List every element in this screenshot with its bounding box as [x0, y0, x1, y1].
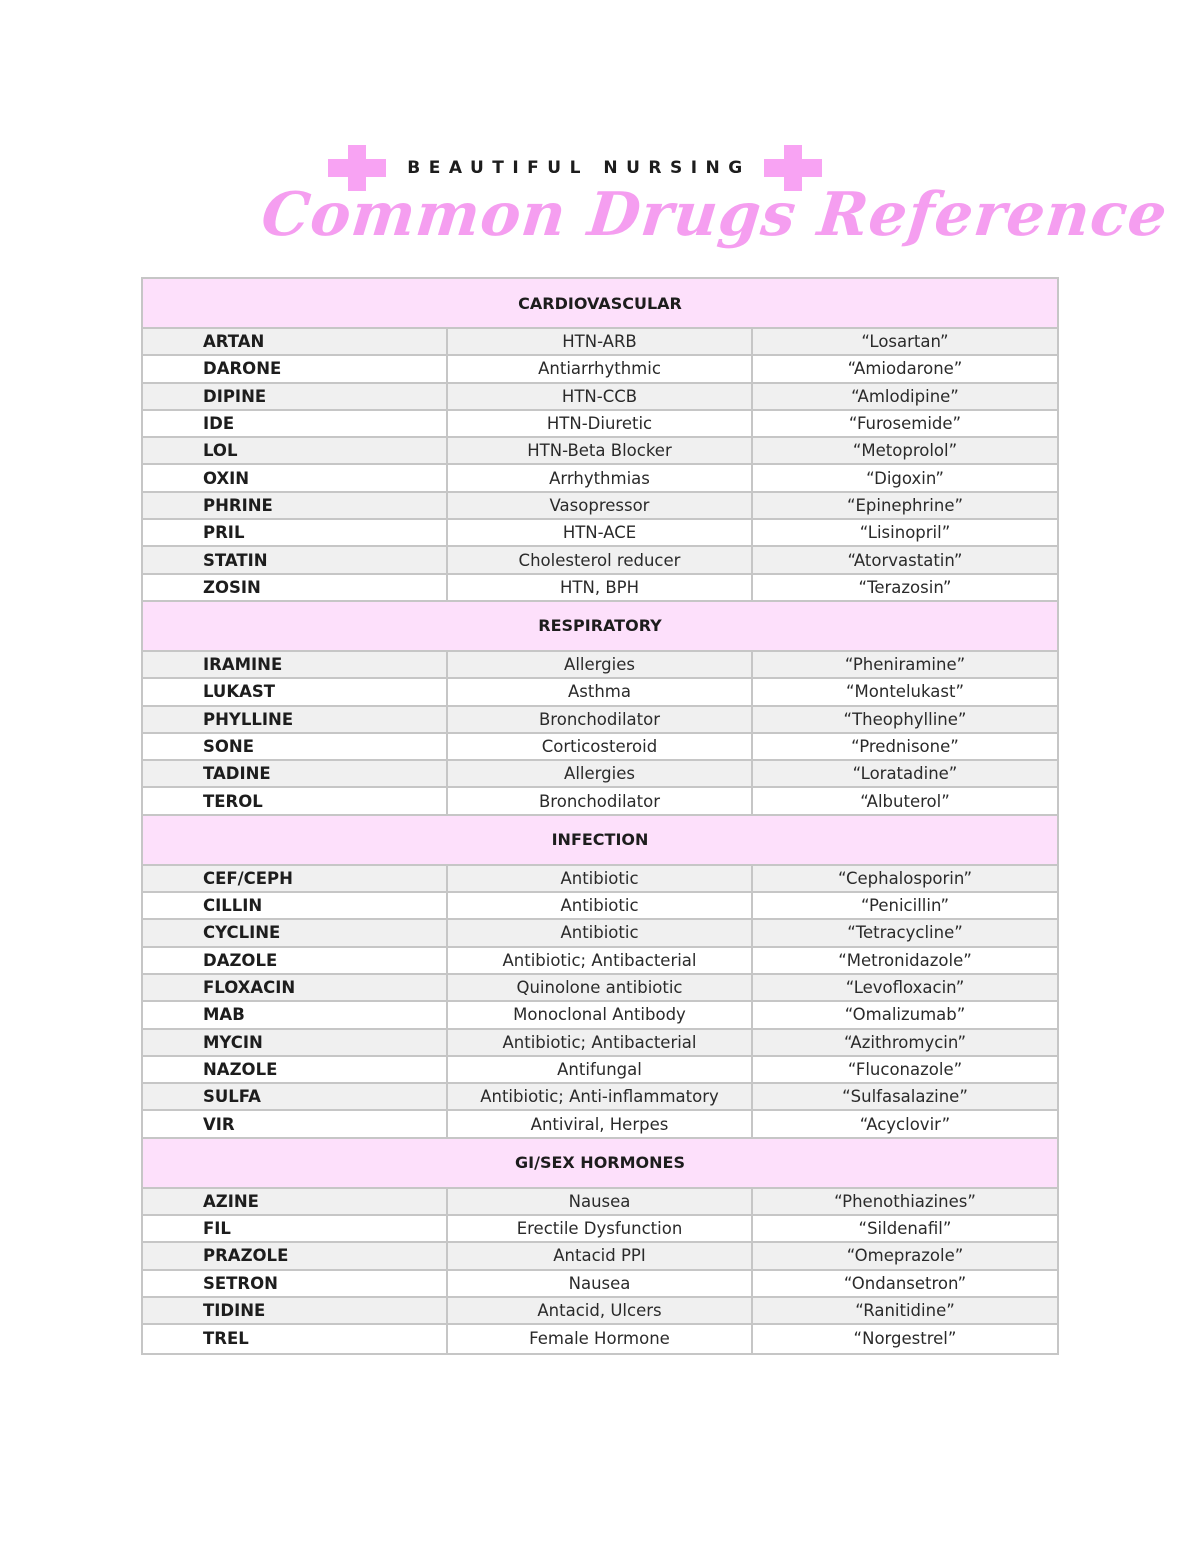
drug-class: Antibiotic	[448, 920, 753, 945]
drug-class: Antibiotic; Antibacterial	[448, 1030, 753, 1055]
drug-example: “Ranitidine”	[855, 1301, 955, 1321]
drug-class: Bronchodilator	[448, 788, 753, 813]
table-row	[143, 1271, 1057, 1298]
drug-example: “Epinephrine”	[846, 495, 964, 515]
table-row	[143, 411, 1057, 438]
drug-example: “Phenothiazines”	[834, 1191, 976, 1211]
drug-example: “Amiodarone”	[847, 359, 963, 379]
drug-class: Nausea	[448, 1189, 753, 1214]
drug-suffix: VIR	[143, 1111, 448, 1136]
drug-example: “Omalizumab”	[844, 1005, 966, 1025]
drug-example: “Furosemide”	[848, 414, 962, 434]
table-row	[143, 575, 1057, 602]
drug-suffix: SONE	[143, 734, 448, 759]
drug-example: “Sildenafil”	[858, 1219, 952, 1239]
drug-class: Antacid, Ulcers	[448, 1298, 753, 1323]
table-row	[143, 438, 1057, 465]
drug-suffix: ARTAN	[143, 329, 448, 354]
table-row	[143, 1111, 1057, 1138]
drug-suffix: TADINE	[143, 761, 448, 786]
drug-class: Nausea	[448, 1271, 753, 1296]
drug-suffix: OXIN	[143, 465, 448, 490]
table-row	[143, 1298, 1057, 1325]
drug-class: Asthma	[448, 679, 753, 704]
drug-suffix: DIPINE	[143, 384, 448, 409]
table-row	[143, 547, 1057, 574]
drug-example: “Albuterol”	[860, 791, 950, 811]
drug-class: Arrhythmias	[448, 465, 753, 490]
drug-class: HTN-Diuretic	[448, 411, 753, 436]
drug-suffix: IRAMINE	[143, 652, 448, 677]
table-row	[143, 465, 1057, 492]
drug-class: Antiarrhythmic	[448, 356, 753, 381]
drug-suffix: PHYLLINE	[143, 707, 448, 732]
table-row	[143, 734, 1057, 761]
drug-example: “Fluconazole”	[847, 1059, 963, 1079]
drug-suffix: DARONE	[143, 356, 448, 381]
section-header: GI/SEX HORMONES	[143, 1139, 1057, 1189]
drug-class: Antibiotic	[448, 893, 753, 918]
section-rows	[143, 1189, 1057, 1353]
drug-suffix: TIDINE	[143, 1298, 448, 1323]
drug-example: “Metoprolol”	[852, 441, 958, 461]
table-row	[143, 1057, 1057, 1084]
drug-class: Monoclonal Antibody	[448, 1002, 753, 1027]
drug-class: Female Hormone	[448, 1325, 753, 1352]
table-row	[143, 1189, 1057, 1216]
page-header	[0, 0, 1200, 275]
section-header: RESPIRATORY	[143, 602, 1057, 652]
drug-class: Antibiotic	[448, 866, 753, 891]
drug-suffix: ZOSIN	[143, 575, 448, 600]
table-row	[143, 520, 1057, 547]
drug-suffix: LOL	[143, 438, 448, 463]
table-row	[143, 1084, 1057, 1111]
table-row	[143, 1216, 1057, 1243]
table-row	[143, 866, 1057, 893]
section-rows	[143, 866, 1057, 1139]
drug-class: HTN-ACE	[448, 520, 753, 545]
drug-example: “Cephalosporin”	[838, 868, 972, 888]
drug-suffix: STATIN	[143, 547, 448, 572]
drug-suffix: FLOXACIN	[143, 975, 448, 1000]
table-row	[143, 679, 1057, 706]
drug-suffix: NAZOLE	[143, 1057, 448, 1082]
drug-suffix: PRIL	[143, 520, 448, 545]
table-row	[143, 356, 1057, 383]
section-header: CARDIOVASCULAR	[143, 279, 1057, 329]
drug-example: “Pheniramine”	[844, 655, 966, 675]
table-row	[143, 329, 1057, 356]
drug-class: Antibiotic; Anti-inflammatory	[448, 1084, 753, 1109]
drug-example: “Metronidazole”	[838, 950, 972, 970]
drug-class: Bronchodilator	[448, 707, 753, 732]
drug-example: “Amlodipine”	[851, 386, 959, 406]
drug-example: “Norgestrel”	[853, 1329, 957, 1349]
drug-example: “Penicillin”	[860, 896, 950, 916]
table-row	[143, 652, 1057, 679]
drug-class: Quinolone antibiotic	[448, 975, 753, 1000]
drug-class: Antifungal	[448, 1057, 753, 1082]
drug-example: “Atorvastatin”	[847, 550, 963, 570]
table-row	[143, 920, 1057, 947]
drug-reference-table	[141, 277, 1059, 1355]
table-row	[143, 1030, 1057, 1057]
table-row	[143, 1002, 1057, 1029]
drug-suffix: FIL	[143, 1216, 448, 1241]
drug-class: Allergies	[448, 652, 753, 677]
drug-suffix: DAZOLE	[143, 948, 448, 973]
table-row	[143, 948, 1057, 975]
drug-example: “Levofloxacin”	[845, 978, 965, 998]
drug-suffix: LUKAST	[143, 679, 448, 704]
page-title: Common Drugs Reference	[258, 180, 1171, 250]
drug-class: Antiviral, Herpes	[448, 1111, 753, 1136]
table-row	[143, 1325, 1057, 1352]
drug-example: “Losartan”	[861, 332, 949, 352]
drug-suffix: PRAZOLE	[143, 1243, 448, 1268]
drug-suffix: AZINE	[143, 1189, 448, 1214]
drug-example: “Tetracycline”	[847, 923, 963, 943]
drug-class: Antibiotic; Antibacterial	[448, 948, 753, 973]
drug-class: HTN-Beta Blocker	[448, 438, 753, 463]
drug-example: “Azithromycin”	[844, 1032, 966, 1052]
drug-class: HTN, BPH	[448, 575, 753, 600]
drug-example: “Omeprazole”	[846, 1246, 964, 1266]
drug-suffix: TEROL	[143, 788, 448, 813]
drug-example: “Digoxin”	[866, 468, 944, 488]
drug-example: “Ondansetron”	[843, 1273, 967, 1293]
drug-class: HTN-ARB	[448, 329, 753, 354]
drug-example: “Theophylline”	[843, 709, 967, 729]
section-rows	[143, 329, 1057, 602]
drug-suffix: SETRON	[143, 1271, 448, 1296]
drug-suffix: CYCLINE	[143, 920, 448, 945]
drug-example: “Sulfasalazine”	[842, 1087, 968, 1107]
drug-example: “Prednisone”	[851, 737, 959, 756]
drug-class: Antacid PPI	[448, 1243, 753, 1268]
table-row	[143, 384, 1057, 411]
drug-suffix: IDE	[143, 411, 448, 436]
drug-example: “Terazosin”	[858, 577, 952, 597]
drug-class: Allergies	[448, 761, 753, 786]
drug-suffix: CEF/CEPH	[143, 866, 448, 891]
table-row	[143, 893, 1057, 920]
drug-class: Cholesterol reducer	[448, 547, 753, 572]
table-row	[143, 1243, 1057, 1270]
brand-name: BEAUTIFUL NURSING	[407, 158, 751, 178]
drug-example: “Acyclovir”	[859, 1114, 951, 1134]
drug-suffix: SULFA	[143, 1084, 448, 1109]
section-rows	[143, 652, 1057, 816]
table-row	[143, 707, 1057, 734]
table-row	[143, 493, 1057, 520]
table-row	[143, 788, 1057, 815]
drug-suffix: PHRINE	[143, 493, 448, 518]
drug-example: “Lisinopril”	[859, 523, 951, 543]
drug-class: Corticosteroid	[448, 734, 753, 759]
table-row	[143, 975, 1057, 1002]
drug-class: Erectile Dysfunction	[448, 1216, 753, 1241]
drug-suffix: CILLIN	[143, 893, 448, 918]
drug-example: “Montelukast”	[846, 682, 964, 702]
table-row	[143, 761, 1057, 788]
drug-class: Vasopressor	[448, 493, 753, 518]
drug-suffix: MAB	[143, 1002, 448, 1027]
drug-example: “Loratadine”	[852, 764, 958, 784]
section-header: INFECTION	[143, 816, 1057, 866]
drug-suffix: MYCIN	[143, 1030, 448, 1055]
drug-suffix: TREL	[143, 1325, 448, 1352]
drug-class: HTN-CCB	[448, 384, 753, 409]
